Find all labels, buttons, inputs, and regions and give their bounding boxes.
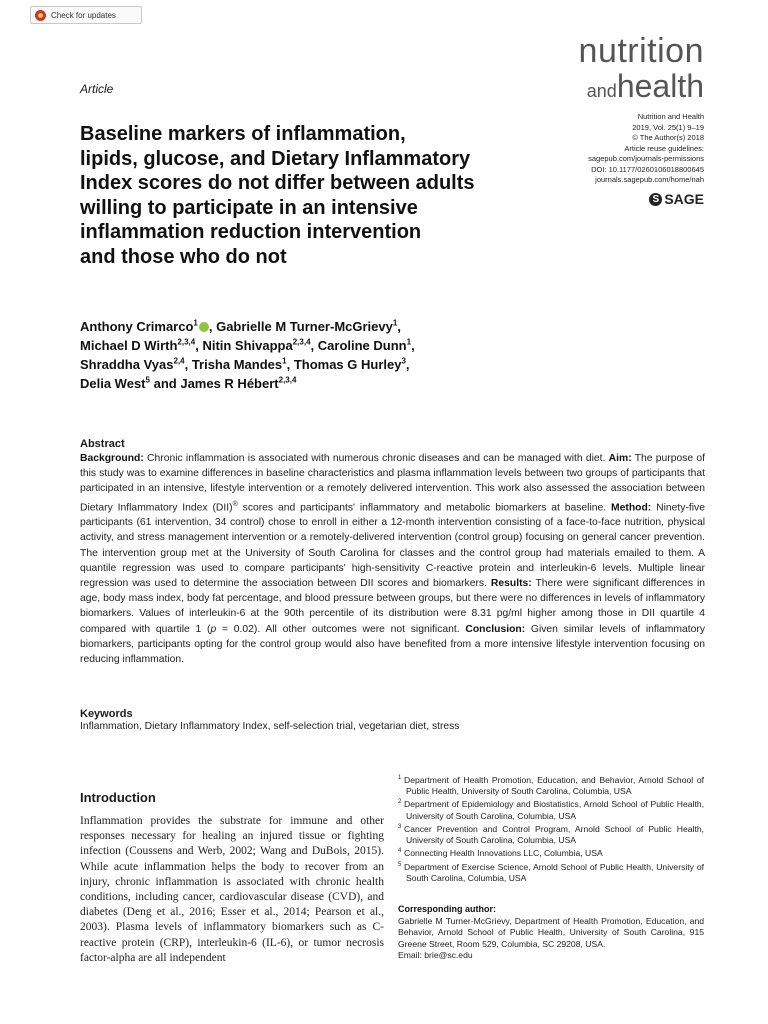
sage-mark-icon: S xyxy=(649,193,662,206)
abstract-heading: Abstract xyxy=(80,438,125,450)
registered-mark: ® xyxy=(232,500,238,508)
journal-home-link[interactable]: journals.sagepub.com/home/nah xyxy=(595,175,704,184)
affiliation-number: 1 xyxy=(398,775,402,781)
sage-logo xyxy=(649,191,704,207)
author-name[interactable]: Anthony Crimarco xyxy=(80,319,194,334)
reuse-guidelines-label: Article reuse guidelines: xyxy=(624,143,704,153)
keywords-text: Inflammation, Dietary Inflammatory Index, self-selection trial, vegetarian diet, stress xyxy=(80,721,460,732)
authors-conjunction: and xyxy=(153,376,177,391)
author-affiliation-ref: 1 xyxy=(392,318,398,328)
affiliation-number: 5 xyxy=(398,861,402,868)
title-line: Index scores do not differ between adults xyxy=(80,172,475,194)
author-affiliation-ref: 2,3,4 xyxy=(177,337,196,347)
affiliation-text: Department of Health Promotion, Education, and Behavior, Arnold School of Public Health, University of South Carolina, Columbia, USA xyxy=(404,774,704,797)
corresponding-author-heading: Corresponding author: xyxy=(398,904,496,914)
title-line: inflammation reduction intervention xyxy=(80,221,422,243)
affiliation-item xyxy=(398,860,704,884)
doi-link[interactable]: DOI: 10.1177/0260106018800645 xyxy=(591,164,704,174)
permissions-link[interactable]: sagepub.com/journals-permissions xyxy=(588,154,704,163)
author-name[interactable]: James R Hébert xyxy=(180,376,279,391)
abstract-results-label: Results: xyxy=(490,578,532,590)
abstract-aim: The purpose of this study was to examine differences in baseline characteristics and plasma inflammation levels between two groups of participants that participated in an intensive, lifestyle intervention or a remotely delivered intervention. This work also assessed the association between Dietary Inflammatory Index (DII) xyxy=(80,453,706,514)
affiliation-item xyxy=(398,846,704,859)
abstract-results-continued: = 0.02). All other outcomes were not significant. xyxy=(216,623,460,635)
title-line: willing to participate in an intensive xyxy=(80,196,418,219)
author-affiliation-ref: 1 xyxy=(193,318,198,328)
affiliation-text: Cancer Prevention and Control Program, Arnold School of Public Health, University of South Carolina, Columbia, USA xyxy=(404,823,704,846)
author-affiliation-ref: 1 xyxy=(406,337,412,347)
abstract-method: Ninety-five participants (61 intervention, 34 control) chose to enroll in either a 12-month intervention consisting of a face-to-face nutrition, physical activity, and stress management intervention or a remotely-delivered intervention (control group) focusing on general cancer prevention. The intervention group met at the University of South Carolina for classes and the control group had materials emailed to them. A quantile regression was used to compare participants' high-sensitivity C-reactive protein and interleukin-6 levels. Multiple linear regression was used to determine the association between DII scores and biomarkers. xyxy=(80,502,705,590)
affiliations-list xyxy=(398,773,704,884)
abstract-background: Chronic inflammation is associated with numerous chronic diseases and can be managed with diet. xyxy=(147,453,606,464)
abstract-body xyxy=(80,451,705,667)
author-name[interactable]: Gabrielle M Turner-McGrievy xyxy=(216,319,393,334)
affiliation-item xyxy=(398,797,704,821)
publication-info xyxy=(524,112,704,186)
corresponding-author xyxy=(398,904,704,961)
journal-logo xyxy=(579,34,704,102)
check-for-updates-label: Check for updates xyxy=(51,10,116,20)
author-affiliation-ref: 2,4 xyxy=(173,356,185,366)
author-affiliation-ref: 5 xyxy=(145,375,150,385)
title-line: and those who do not xyxy=(80,245,287,268)
affiliation-text: Department of Exercise Science, Arnold School of Public Health, University of South Carolina, Columbia, USA xyxy=(404,861,704,883)
title-line: lipids, glucose, and Dietary Inflammatory xyxy=(80,147,471,170)
affiliation-number: 3 xyxy=(398,823,402,830)
introduction-heading: Introduction xyxy=(80,790,156,805)
author-affiliation-ref: 2,3,4 xyxy=(278,375,297,385)
keywords-heading: Keywords xyxy=(80,708,133,720)
author-affiliation-ref: 3 xyxy=(401,356,406,366)
title-line: Baseline markers of inflammation, xyxy=(80,123,406,145)
keywords-section xyxy=(80,708,705,732)
abstract-aim-continued: scores and participants' inflammatory and metabolic biomarkers at baseline. xyxy=(242,502,607,514)
abstract-results: There were significant differences in age, body mass index, body fat percentage, and blood pressure between groups, but there were no differences in levels of inflammatory biomarkers. Values of interleukin-6 at the 90th percentile of its distribution were 8.31 pg/ml higher among those in DII quartile 4 compared with quartile 1 ( xyxy=(80,578,705,635)
affiliation-text: Connecting Health Innovations LLC, Columbia, USA xyxy=(404,848,603,859)
article-title xyxy=(80,122,550,269)
author-list: Anthony Crimarco$^1$ , Gabrielle M Turner-McGrievy$^1$, Michael D Wirth$^{2,3,4}$, Nitin Shivappa$^{2,3,4}$, Caroline Dunn$^1$, Shraddha Vyas$^{2,4}$, Trisha Mandes$^1$, Thomas G Hurley$^3$, Delia West$^5$ and James R Hébert$^{2,3,4}$ xyxy=(80,318,415,391)
affiliation-number: 4 xyxy=(398,848,402,855)
abstract-conclusion: Given similar levels of inflammatory biomarkers, participants opting for the control group would also have benefited from a more intensive lifestyle intervention focusing on reducing inflammation. xyxy=(80,623,706,666)
author-affiliation-ref: 1 xyxy=(282,356,287,366)
affiliation-item xyxy=(398,822,704,846)
author-name[interactable]: Nitin Shivappa xyxy=(202,338,293,353)
affiliation-text: Department of Epidemiology and Biostatistics, Arnold School of Public Health, University of South Carolina, Columbia, USA xyxy=(404,799,704,821)
abstract-background-label: Background: xyxy=(80,453,144,464)
journal-logo-nutrition: nutrition xyxy=(578,32,704,70)
author-name[interactable]: Michael D Wirth xyxy=(80,338,178,353)
abstract-method-label: Method: xyxy=(611,502,652,514)
crossmark-icon xyxy=(35,10,46,21)
journal-logo-health: health xyxy=(616,68,704,104)
author-name[interactable]: Thomas G Hurley xyxy=(293,357,402,372)
journal-name: Nutrition and Health xyxy=(637,112,704,121)
journal-logo-and: and xyxy=(586,81,617,101)
affiliation-item xyxy=(398,773,704,797)
author-name[interactable]: Caroline Dunn xyxy=(317,338,407,353)
abstract-conclusion-label: Conclusion: xyxy=(465,623,526,635)
author-name[interactable]: Delia West xyxy=(80,376,146,391)
author-affiliation-ref: 2,3,4 xyxy=(292,337,311,347)
p-value-symbol: p xyxy=(210,623,217,635)
introduction-section xyxy=(80,790,384,966)
orcid-icon[interactable] xyxy=(199,322,209,332)
corresponding-author-body xyxy=(398,916,704,961)
abstract-aim-label: Aim: xyxy=(608,453,632,464)
copyright: © The Author(s) 2018 xyxy=(632,133,704,142)
corresponding-author-address: Gabrielle M Turner-McGrievy, Department of Health Promotion, Education, and Behavior, Arnold School of Public Health, University of South Carolina, 915 Greene Street, Room 529, Columbia, SC 29208, USA. xyxy=(398,916,704,949)
sage-logo-text: SAGE xyxy=(664,191,704,207)
introduction-body: Inflammation provides the substrate for immune and other responses necessary for healing an injured tissue or fighting infection (Coussens and Werb, 2002; Wang and DuBois, 2015). While acute inflammation helps the body to recover from an injury, chronic inflammation is associated with chronic health conditions, including cancer, cardiovascular disease (CVD), and diabetes (Deng et al., 2016; Esser et al., 2014; Pearson et al., 2003). Plasma levels of inflammatory biomarkers such as C-reactive protein (CRP), interleukin-6 (IL-6), or tumor necrosis factor-alpha are all independent xyxy=(80,815,384,964)
abstract-section xyxy=(80,438,705,667)
article-type: Article xyxy=(80,82,114,96)
corresponding-author-email[interactable]: Email: brie@sc.edu xyxy=(398,949,473,960)
author-name[interactable]: Trisha Mandes xyxy=(191,357,283,372)
affiliation-number: 2 xyxy=(398,799,402,806)
check-for-updates-button[interactable] xyxy=(30,6,142,24)
volume-info: 2019, Vol. 25(1) 9–19 xyxy=(632,122,704,132)
author-name[interactable]: Shraddha Vyas xyxy=(80,357,174,372)
